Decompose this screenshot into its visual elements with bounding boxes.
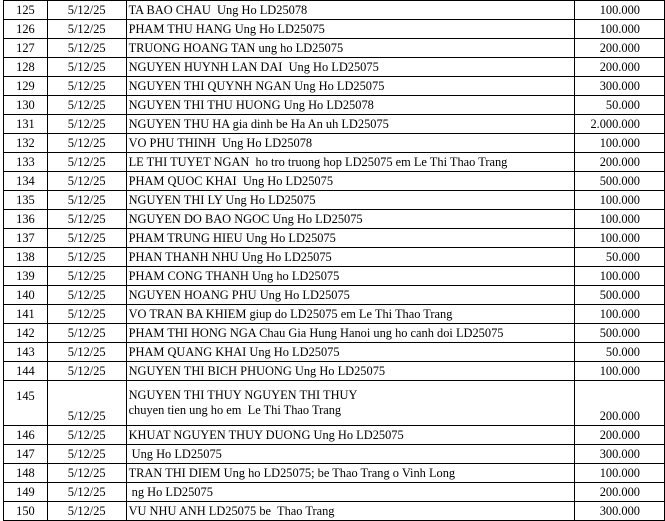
description-cell — [126, 362, 575, 381]
date-cell: 5/12/25 — [47, 115, 126, 134]
row-number-cell: 131 — [4, 115, 48, 134]
amount-cell: 100.000 — [575, 191, 665, 210]
amount-cell: 100.000 — [575, 134, 665, 153]
description-line: VU NHU ANH LD25075 be Thao Trang — [128, 503, 335, 518]
amount-cell: 100.000 — [575, 20, 665, 39]
date-cell: 5/12/25 — [47, 445, 126, 464]
description-line: TRUONG HOANG TAN ung ho LD25075 — [128, 40, 344, 55]
row-number-cell: 129 — [4, 77, 48, 96]
date-cell: 5/12/25 — [47, 39, 126, 58]
row-number-cell: 126 — [4, 20, 48, 39]
date-cell: 5/12/25 — [47, 426, 126, 445]
row-number-cell: 146 — [4, 426, 48, 445]
amount-cell: 100.000 — [575, 210, 665, 229]
date-cell: 5/12/25 — [47, 502, 126, 521]
row-number-cell: 130 — [4, 96, 48, 115]
amount-cell: 200.000 — [575, 58, 665, 77]
description-cell — [126, 267, 575, 286]
row-number-cell: 125 — [4, 1, 48, 20]
description-line: NGUYEN THI QUYNH NGAN Ung Ho LD25075 — [128, 78, 385, 93]
description-cell — [126, 58, 575, 77]
row-number-cell: 147 — [4, 445, 48, 464]
description-line: NGUYEN HUYNH LAN DAI Ung Ho LD25075 — [128, 59, 379, 74]
description-cell — [126, 172, 575, 191]
description-cell — [126, 445, 575, 464]
description-line: chuyen tien ung ho em Le Thi Thao Trang — [128, 403, 342, 417]
row-number-cell: 149 — [4, 483, 48, 502]
row-number-cell: 140 — [4, 286, 48, 305]
description-cell — [126, 134, 575, 153]
description-cell — [126, 20, 575, 39]
description-cell — [126, 1, 575, 20]
table-row — [4, 172, 665, 191]
date-cell: 5/12/25 — [47, 58, 126, 77]
row-number-cell: 138 — [4, 248, 48, 267]
row-number-cell: 127 — [4, 39, 48, 58]
row-number-cell: 137 — [4, 229, 48, 248]
row-number-cell: 134 — [4, 172, 48, 191]
description-cell — [126, 210, 575, 229]
amount-cell: 100.000 — [575, 229, 665, 248]
description-line: KHUAT NGUYEN THUY DUONG Ung Ho LD25075 — [128, 427, 404, 442]
description-cell — [126, 343, 575, 362]
table-row — [4, 362, 665, 381]
table-row — [4, 445, 665, 464]
amount-cell: 500.000 — [575, 172, 665, 191]
description-cell — [126, 286, 575, 305]
row-number-cell: 135 — [4, 191, 48, 210]
table-row — [4, 210, 665, 229]
description-line: PHAM CONG THANH Ung ho LD25075 — [128, 268, 340, 283]
description-cell — [126, 191, 575, 210]
amount-cell: 2.000.000 — [575, 115, 665, 134]
date-cell: 5/12/25 — [47, 362, 126, 381]
date-cell: 5/12/25 — [47, 305, 126, 324]
row-number-cell: 144 — [4, 362, 48, 381]
description-line: ng Ho LD25075 — [128, 484, 213, 499]
ledger-body — [4, 1, 665, 521]
row-number-cell: 143 — [4, 343, 48, 362]
description-line: PHAN THANH NHU Ung Ho LD25075 — [128, 249, 332, 264]
row-number-cell: 133 — [4, 153, 48, 172]
table-row — [4, 229, 665, 248]
description-line: NGUYEN THI LY Ung Ho LD25075 — [128, 192, 316, 207]
date-cell: 5/12/25 — [47, 210, 126, 229]
amount-cell: 300.000 — [575, 77, 665, 96]
row-number-cell: 150 — [4, 502, 48, 521]
description-cell — [126, 153, 575, 172]
table-row — [4, 502, 665, 521]
date-cell: 5/12/25 — [47, 464, 126, 483]
row-number-cell: 132 — [4, 134, 48, 153]
date-cell: 5/12/25 — [47, 267, 126, 286]
amount-cell: 500.000 — [575, 286, 665, 305]
table-row — [4, 464, 665, 483]
table-row — [4, 39, 665, 58]
table-row — [4, 115, 665, 134]
amount-cell: 300.000 — [575, 502, 665, 521]
table-row — [4, 20, 665, 39]
date-cell: 5/12/25 — [47, 20, 126, 39]
description-cell — [126, 464, 575, 483]
description-cell — [126, 305, 575, 324]
amount-cell: 100.000 — [575, 362, 665, 381]
description-line: Ung Ho LD25075 — [128, 446, 222, 461]
description-line: TRAN THI DIEM Ung ho LD25075; be Thao Trang o Vinh Long — [128, 465, 456, 480]
description-cell — [126, 115, 575, 134]
table-row — [4, 153, 665, 172]
table-row — [4, 248, 665, 267]
date-cell: 5/12/25 — [47, 191, 126, 210]
amount-cell: 200.000 — [575, 426, 665, 445]
description-line: PHAM THI HONG NGA Chau Gia Hung Hanoi ung ho canh doi LD25075 — [128, 325, 504, 340]
description-cell — [126, 483, 575, 502]
description-line: PHAM QUANG KHAI Ung Ho LD25075 — [128, 344, 340, 359]
description-line: PHAM TRUNG HIEU Ung Ho LD25075 — [128, 230, 336, 245]
row-number-cell: 136 — [4, 210, 48, 229]
description-cell — [126, 39, 575, 58]
date-cell: 5/12/25 — [47, 483, 126, 502]
description-cell — [126, 426, 575, 445]
table-row — [4, 286, 665, 305]
row-number-cell: 139 — [4, 267, 48, 286]
row-number-cell: 142 — [4, 324, 48, 343]
amount-cell: 50.000 — [575, 248, 665, 267]
description-line: NGUYEN THI BICH PHUONG Ung Ho LD25075 — [128, 363, 386, 378]
table-row — [4, 426, 665, 445]
table-row — [4, 134, 665, 153]
description-line: LE THI TUYET NGAN ho tro truong hop LD25075 em Le Thi Thao Trang — [128, 154, 508, 169]
amount-cell: 100.000 — [575, 1, 665, 20]
row-number-cell: 128 — [4, 58, 48, 77]
amount-cell: 100.000 — [575, 267, 665, 286]
date-cell: 5/12/25 — [47, 248, 126, 267]
table-row — [4, 191, 665, 210]
date-cell: 5/12/25 — [47, 172, 126, 191]
amount-cell: 200.000 — [575, 153, 665, 172]
row-number-cell: 141 — [4, 305, 48, 324]
table-row — [4, 267, 665, 286]
date-cell: 5/12/25 — [47, 324, 126, 343]
description-line: VO TRAN BA KHIEM giup do LD25075 em Le Thi Thao Trang — [128, 306, 453, 321]
amount-cell: 100.000 — [575, 464, 665, 483]
date-cell: 5/12/25 — [47, 134, 126, 153]
table-row — [4, 381, 665, 426]
table-row — [4, 96, 665, 115]
date-cell: 5/12/25 — [47, 229, 126, 248]
amount-cell: 50.000 — [575, 343, 665, 362]
table-row — [4, 343, 665, 362]
description-cell — [126, 502, 575, 521]
amount-cell: 500.000 — [575, 324, 665, 343]
description-line: PHAM THU HANG Ung Ho LD25075 — [128, 21, 325, 36]
date-cell: 5/12/25 — [47, 96, 126, 115]
description-line: TA BAO CHAU Ung Ho LD25078 — [128, 2, 308, 17]
date-cell: 5/12/25 — [47, 381, 126, 426]
table-row — [4, 324, 665, 343]
description-line: NGUYEN THI THUY NGUYEN THI THUY — [128, 388, 358, 402]
description-line: VO PHU THINH Ung Ho LD25078 — [128, 135, 313, 150]
amount-cell: 100.000 — [575, 305, 665, 324]
description-cell — [126, 77, 575, 96]
description-line: NGUYEN HOANG PHU Ung Ho LD25075 — [128, 287, 350, 302]
description-cell — [126, 248, 575, 267]
amount-cell: 50.000 — [575, 96, 665, 115]
date-cell: 5/12/25 — [47, 343, 126, 362]
description-cell — [126, 381, 575, 426]
table-row — [4, 77, 665, 96]
date-cell: 5/12/25 — [47, 153, 126, 172]
amount-cell: 200.000 — [575, 381, 665, 426]
row-number-cell: 145 — [4, 381, 48, 426]
date-cell: 5/12/25 — [47, 1, 126, 20]
description-cell — [126, 229, 575, 248]
row-number-cell: 148 — [4, 464, 48, 483]
description-line: NGUYEN THU HA gia dinh be Ha An uh LD25075 — [128, 116, 389, 131]
amount-cell: 200.000 — [575, 39, 665, 58]
table-row — [4, 1, 665, 20]
donation-ledger-table — [3, 0, 665, 521]
amount-cell: 200.000 — [575, 483, 665, 502]
description-cell — [126, 96, 575, 115]
table-row — [4, 305, 665, 324]
description-line: NGUYEN DO BAO NGOC Ung Ho LD25075 — [128, 211, 363, 226]
table-row — [4, 58, 665, 77]
date-cell: 5/12/25 — [47, 286, 126, 305]
description-line: NGUYEN THI THU HUONG Ung Ho LD25078 — [128, 97, 374, 112]
description-line: PHAM QUOC KHAI Ung Ho LD25075 — [128, 173, 334, 188]
amount-cell: 300.000 — [575, 445, 665, 464]
date-cell: 5/12/25 — [47, 77, 126, 96]
table-row — [4, 483, 665, 502]
description-cell — [126, 324, 575, 343]
